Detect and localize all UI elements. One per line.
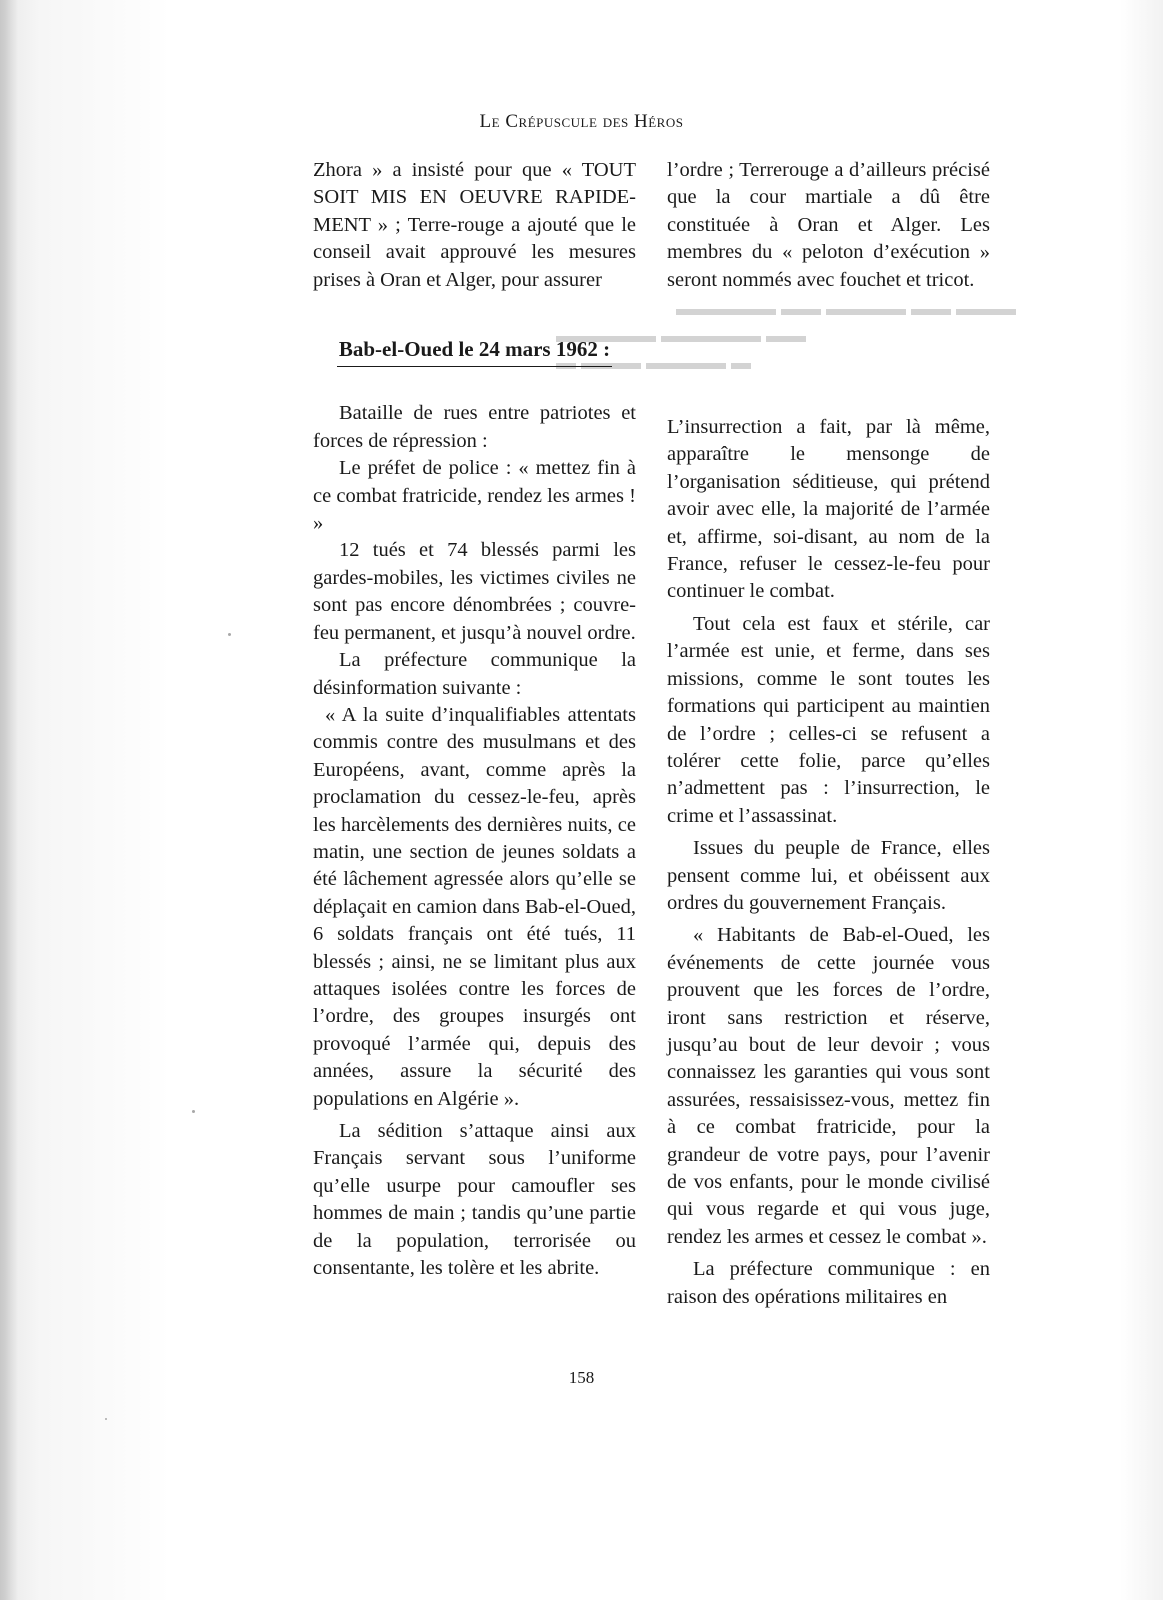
running-head-part: d [602, 111, 613, 132]
right-paragraph: « Habitants de Bab-el-Oued, les événements de cette journée vous prouvent que les forces de l’ordre, iront sans restriction et réserve, jusqu’au bout de leur devoir ; vous connaissez les garanties qui vous sont assurées, ressaisissez-vous, mettez fin à ce combat fratricide, pour la grandeur de votre pays, pour l’avenir de vos enfants, pour le monde civilisé qui vous regarde et qui vous juge, rendez les armes et cessez le combat ». [667, 924, 990, 1248]
page-number: 158 [568, 1368, 595, 1387]
left-intro-paragraph: Zhora » a insisté pour que « TOUT SOIT MIS EN OEUVRE RAPIDE-MENT » ; Terre-rouge a ajouté que le conseil avait approuvé les mesures prises à Oran et Alger, pour assurer [313, 159, 636, 291]
binding-shadow [0, 0, 18, 1600]
left-paragraph: Bataille de rues entre patriotes et forces de répression : [313, 402, 636, 452]
show-through-texture: ▬ ▬▬▬▬ ▬▬▬ ▬ [556, 352, 751, 374]
right-paragraph: La préfecture communique : en raison des opérations militaires en [667, 1258, 990, 1308]
section-heading: Bab-el-Oued le 24 mars 1962 : [337, 336, 612, 367]
running-head-part: H [634, 111, 649, 132]
scan-speck [228, 633, 231, 636]
show-through-texture: ▬▬▬ ▬▬ ▬▬▬▬ ▬▬ ▬▬▬▬▬ [676, 298, 1016, 320]
running-head-part: éros [648, 111, 684, 132]
right-paragraph: Issues du peuple de France, elles pensent comme lui, et obéissent aux ordres du gouvernement Français. [667, 837, 990, 914]
running-head [0, 111, 1163, 133]
column-spacer [667, 294, 990, 414]
running-head-initial: L [479, 111, 492, 132]
left-paragraph: La sédition s’attaque ainsi aux Français servant sous l’uniforme qu’elle usurpe pour camoufler ses hommes de main ; tandis qu’une partie de la population, terrorisée ou consentante, les tolère et les abrite. [313, 1120, 636, 1280]
scan-speck [105, 1418, 107, 1420]
section-heading-wrap [313, 336, 636, 367]
right-paragraph: L’insurrection a fait, par là même, apparaître le mensonge de l’organisation séditieuse, qui prétend avoir avec elle, la majorité de l’armée et, affirme, soi-disant, au nom de la France, refuser le cessez-le-feu pour continuer le combat. [667, 416, 990, 603]
left-column [313, 157, 636, 1282]
right-paragraph: Tout cela est faux et stérile, car l’armée est unie, et ferme, dans ses missions, comme le sont toutes les formations qui participent au maintien de l’ordre ; celles-ci se refusent a tolérer cette folie, parce qu’elles n’admettent pas : l’insurrection, le crime et l’assassinat. [667, 612, 990, 827]
running-head-part: répuscule [518, 111, 598, 132]
scan-speck [192, 1110, 195, 1113]
left-paragraph: 12 tués et 74 blessés parmi les gardes-mobiles, les victimes civiles ne sont pas encore dénombrées ; couvre-feu permanent, et jusqu’à nouvel ordre. [313, 539, 636, 644]
left-paragraph: Le préfet de police : « mettez fin à ce combat fratricide, rendez les armes ! » [313, 457, 636, 535]
running-head-part: C [505, 111, 519, 132]
left-paragraph: La préfecture communique la désinformation suivante : [313, 649, 636, 699]
show-through-texture: ▬▬ ▬▬▬▬▬ ▬▬▬▬▬ [556, 325, 806, 347]
right-column [667, 157, 990, 1311]
right-intro-paragraph: l’ordre ; Terrerouge a d’ailleurs précisé que la cour martiale a dû être constituée à Oran et Alger. Les membres du « peloton d’exécution » seront nommés avec fouchet et tricot. [667, 159, 990, 291]
running-head-part: e [491, 111, 501, 132]
running-head-part: es [612, 111, 629, 132]
left-quote-paragraph: « A la suite d’inqualifiables attentats commis contre des musulmans et des Européens, avant, comme après la proclamation du cessez-le-feu, après les harcèlements des dernières nuits, ce matin, une section de jeunes soldats a été lâchement agressée alors qu’elle se déplaçait en camion dans Bab-el-Oued, 6 soldats français ont été tués, 11 blessés ; ainsi, ne se limitant plus aux attaques isolées contre les forces de l’ordre, des groupes insurgés ont provoqué l’armée qui, depuis des années, assure la sécurité des populations en Algérie ». [313, 703, 636, 1110]
